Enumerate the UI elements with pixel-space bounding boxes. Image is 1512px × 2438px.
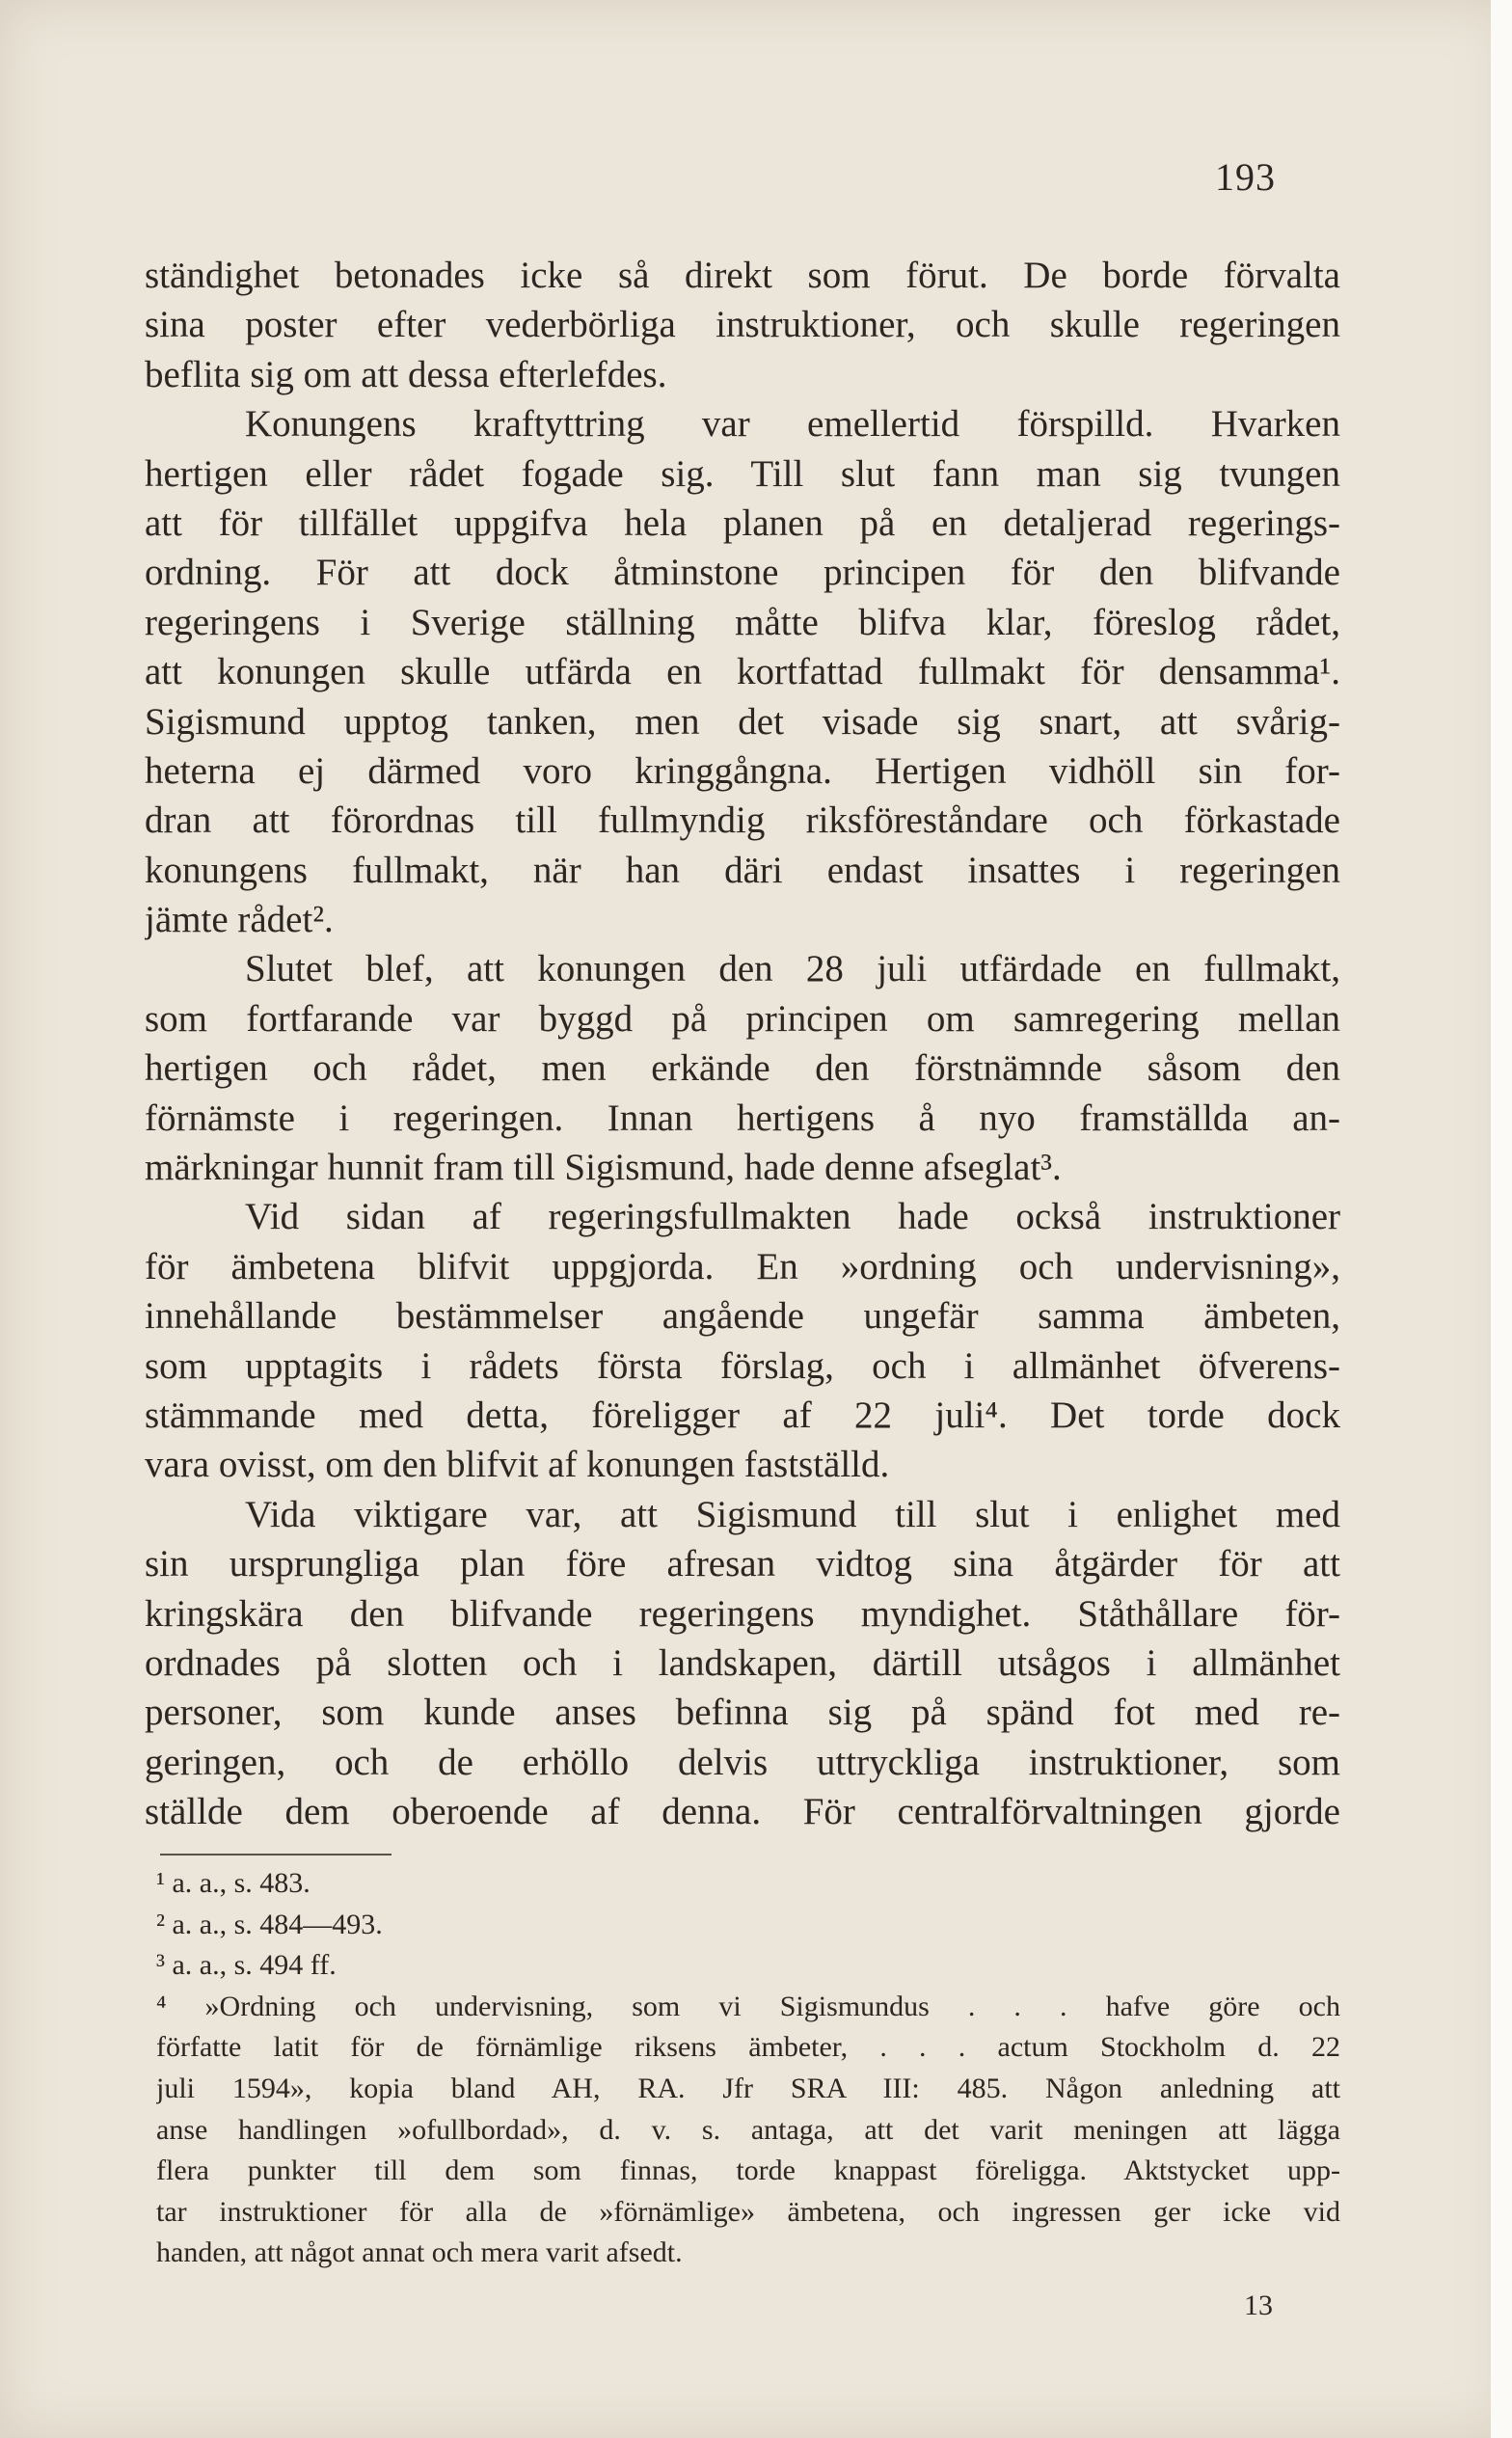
footnote-line: handen, att något annat och mera varit afsedt. (156, 2236, 683, 2269)
text-line: förnämste i regeringen. Innan hertigens å nyo framställda an- (145, 1097, 1340, 1139)
footnote-line: ² a. a., s. 484—493. (156, 1908, 383, 1940)
text-line: ställde dem oberoende af denna. För centralförvaltningen gjorde (145, 1791, 1340, 1833)
footnote-line: ³ a. a., s. 494 ff. (156, 1949, 337, 1982)
text-line: ordnades på slotten och i landskapen, därtill utsågos i allmänhet (145, 1641, 1340, 1684)
text-line: Sigismund upptog tanken, men det visade sig snart, att svårig- (145, 700, 1340, 743)
text-line: märkningar hunnit fram till Sigismund, hade denne afseglat³. (145, 1147, 1062, 1189)
text-line: sin ursprungliga plan före afresan vidtog sina åtgärder för att (145, 1543, 1340, 1585)
text-line: konungens fullmakt, när han däri endast insattes i regeringen (145, 849, 1340, 891)
text-line: geringen, och de erhöllo delvis uttryckliga instruktioner, som (145, 1741, 1340, 1783)
text-line: personer, som kunde anses befinna sig på spänd fot med re- (145, 1692, 1340, 1734)
text-line: innehållande bestämmelser angående ungefär samma ämbeten, (145, 1295, 1340, 1338)
page-number: 193 (1215, 155, 1276, 199)
text-line: vara ovisst, om den blifvit af konungen fastställd. (145, 1444, 890, 1486)
text-line: att konungen skulle utfärda en kortfattad fullmakt för densamma¹. (145, 651, 1340, 693)
text-line: heterna ej därmed voro kringgångna. Hertigen vidhöll sin for- (145, 749, 1340, 792)
footnote-line: ¹ a. a., s. 483. (156, 1867, 310, 1899)
text-line: Vid sidan af regeringsfullmakten hade också instruktioner (245, 1196, 1340, 1238)
page-edge (1491, 0, 1512, 2438)
text-line: hertigen eller rådet fogade sig. Till slut fann man sig tvungen (145, 452, 1340, 495)
footnotes (156, 1863, 1340, 2274)
text-line: stämmande med detta, föreligger af 22 juli⁴. Det torde dock (145, 1394, 1340, 1436)
text-line: som fortfarande var byggd på principen om samregering mellan (145, 997, 1340, 1040)
footnote-line: juli 1594», kopia bland AH, RA. Jfr SRA III: 485. Någon anledning att (156, 2072, 1340, 2104)
text-line: sina poster efter vederbörliga instruktioner, och skulle regeringen (145, 304, 1340, 346)
text-line: jämte rådet². (145, 899, 334, 941)
text-line: för ämbetena blifvit uppgjorda. En »ordning och undervisning», (145, 1245, 1340, 1287)
footnote-line: anse handlingen »ofullbordad», d. v. s. antaga, att det varit meningen att lägga (156, 2113, 1340, 2146)
text-line: ständighet betonades icke så direkt som förut. De borde förvalta (145, 255, 1340, 296)
text-line: regeringens i Sverige ställning måtte blifva klar, föreslog rådet, (145, 601, 1340, 643)
text-line: Konungens kraftyttring var emellertid förspilld. Hvarken (245, 403, 1340, 446)
text-line: dran att förordnas till fullmyndig riksföreståndare och förkastade (145, 799, 1340, 842)
text-line: kringskära den blifvande regeringens myndighet. Ståthållare för- (145, 1592, 1340, 1635)
text-line: ordning. För att dock åtminstone principen för den blifvande (145, 552, 1340, 594)
body-text (145, 251, 1340, 1837)
text-line: Slutet blef, att konungen den 28 juli utfärdade en fullmakt, (245, 948, 1340, 990)
footnote-line: tar instruktioner för alla de »förnämlige» ämbetena, och ingressen ger icke vid (156, 2195, 1340, 2228)
text-line: hertigen och rådet, men erkände den förstnämnde såsom den (145, 1047, 1340, 1090)
footnote-line: flera punkter till dem som finnas, torde knappast föreligga. Aktstycket upp- (156, 2154, 1340, 2187)
text-line: Vida viktigare var, att Sigismund till slut i enlighet med (245, 1493, 1340, 1535)
text-line: att för tillfället uppgifva hela planen på en detaljerad regerings- (145, 501, 1340, 544)
text-line: beflita sig om att dessa efterlefdes. (145, 353, 667, 395)
footnote-line: ⁴ »Ordning och undervisning, som vi Sigismundus . . . hafve göre och (156, 1990, 1340, 2022)
signature-mark: 13 (1244, 2289, 1273, 2321)
footnote-line: författe latit för de förnämlige riksens ämbeter, . . . actum Stockholm d. 22 (156, 2031, 1340, 2064)
text-line: som upptagits i rådets första förslag, och i allmänhet öfverens- (145, 1344, 1340, 1387)
footnote-divider (160, 1854, 392, 1856)
